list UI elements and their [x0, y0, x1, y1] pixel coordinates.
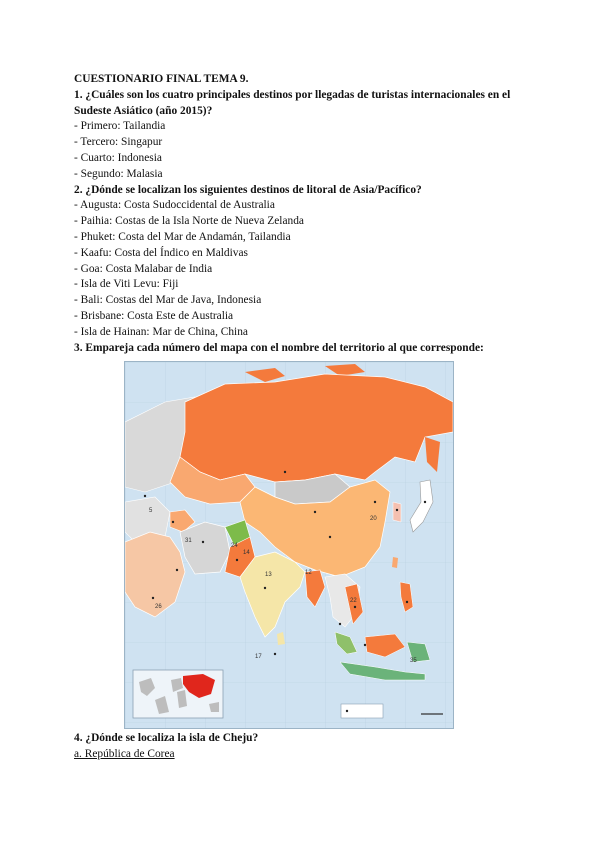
- question-3: 3. Empareja cada número del mapa con el nombre del territorio al que corresponde:: [74, 341, 484, 354]
- q2-answer: - Isla de Hainan: Mar de China, China: [74, 325, 248, 338]
- q4-answer: a. República de Corea: [74, 747, 175, 760]
- map-number: 20: [370, 516, 377, 522]
- q2-answer: - Paihia: Costas de la Isla Norte de Nueva Zelanda: [74, 215, 304, 228]
- q1-answer: - Cuarto: Indonesia: [74, 151, 162, 164]
- q1-answer: - Segundo: Malasia: [74, 167, 163, 180]
- q2-answer: - Augusta: Costa Sudoccidental de Australia: [74, 199, 275, 212]
- question-1: 1. ¿Cuáles son los cuatro principales destinos por llegadas de turistas internacionales en el Sudeste Asiático (año 2015)?: [74, 88, 511, 117]
- map-number: 5: [149, 508, 153, 514]
- q2-answer: - Isla de Viti Levu: Fiji: [74, 278, 179, 291]
- map-number: 13: [265, 572, 272, 578]
- q1-answer: - Primero: Tailandia: [74, 120, 166, 133]
- map-number: 12: [305, 570, 312, 576]
- q2-answer: - Phuket: Costa del Mar de Andamán, Tailandia: [74, 230, 291, 243]
- map-number: 24: [231, 543, 238, 549]
- document-title: CUESTIONARIO FINAL TEMA 9.: [74, 73, 249, 85]
- map-number: 14: [243, 550, 250, 556]
- q2-answer: - Goa: Costa Malabar de India: [74, 262, 213, 275]
- map-number: 17: [255, 654, 262, 660]
- document-body: [74, 72, 544, 356]
- map-number: 35: [410, 658, 417, 664]
- question-4: 4. ¿Dónde se localiza la isla de Cheju?: [74, 732, 259, 744]
- q2-answer: - Kaafu: Costa del Índico en Maldivas: [74, 246, 248, 259]
- q2-answer: - Bali: Costas del Mar de Java, Indonesia: [74, 294, 262, 307]
- q1-answer: - Tercero: Singapur: [74, 136, 163, 149]
- map-number: 31: [185, 538, 192, 544]
- locator-inset: [133, 670, 223, 718]
- question-4-block: [74, 731, 258, 763]
- asia-political-map: [124, 361, 454, 729]
- q2-answer: - Brisbane: Costa Este de Australia: [74, 309, 234, 322]
- question-2: 2. ¿Dónde se localizan los siguientes destinos de litoral de Asia/Pacífico?: [74, 183, 422, 196]
- map-number: 26: [155, 604, 162, 610]
- map-number: 22: [350, 598, 357, 604]
